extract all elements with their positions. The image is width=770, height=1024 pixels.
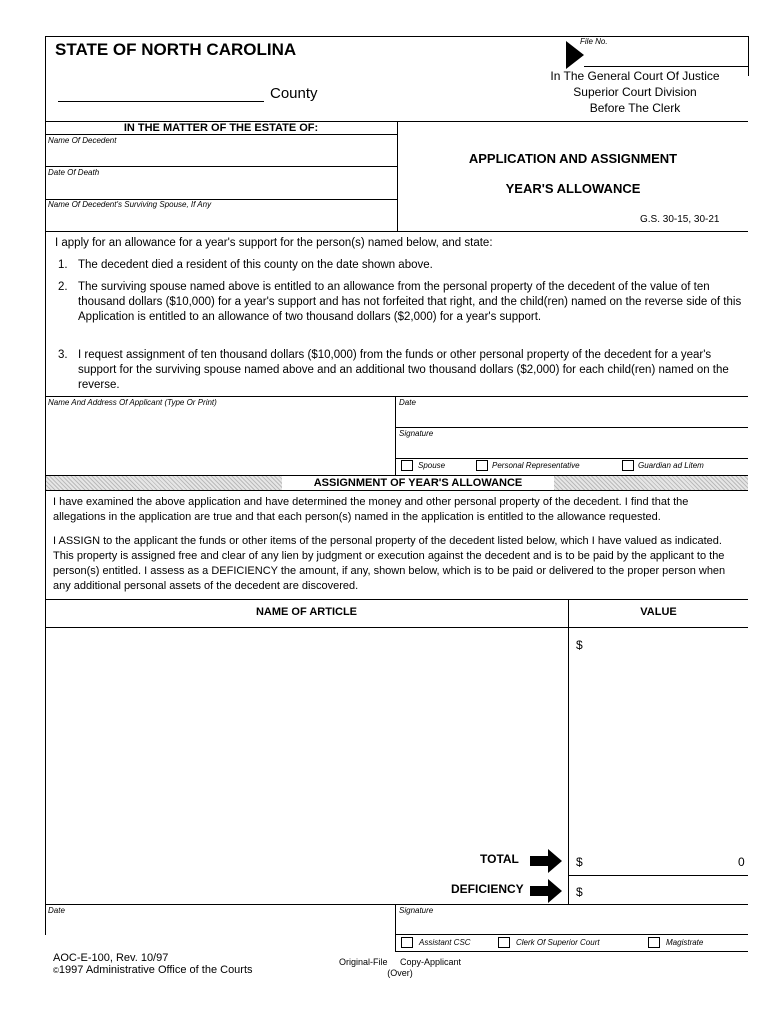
item-3-text: I request assignment of ten thousand dollars ($10,000) from the funds or other personal property of the decedent for a year's support for the surviving spouse named above and an additional two thousand dollars ($2,000) for each child(ren) named on the reverse.	[78, 349, 729, 391]
file-no-field-line	[584, 66, 748, 67]
state-title: STATE OF NORTH CAROLINA	[55, 40, 297, 59]
statute-reference: G.S. 30-15, 30-21	[640, 214, 720, 225]
county-field-line	[58, 101, 264, 102]
magistrate-checkbox[interactable]	[648, 937, 660, 948]
item-3-number: 3.	[58, 349, 68, 361]
total-currency-symbol: $	[576, 855, 583, 869]
court-line-1: In The General Court Of Justice	[550, 69, 720, 83]
heading-shade-right	[554, 476, 748, 490]
copyright-text: 1997 Administrative Office of the Courts	[58, 964, 253, 976]
court-line-2: Superior Court Division	[573, 85, 697, 99]
spouse-checkbox-label: Spouse	[418, 461, 446, 470]
copy-distribution: Original-File Copy-Applicant	[338, 957, 462, 967]
application-date-label: Date	[399, 398, 416, 407]
item-1-number: 1.	[58, 259, 68, 271]
clerk-of-superior-court-checkbox[interactable]	[498, 937, 510, 948]
application-intro: I apply for an allowance for a year's support for the person(s) named below, and state:	[55, 237, 493, 249]
court-info	[520, 68, 750, 116]
date-of-death-label: Date Of Death	[48, 168, 100, 177]
assignment-heading: ASSIGNMENT OF YEAR'S ALLOWANCE	[313, 477, 523, 489]
assistant-csc-checkbox-label: Assistant CSC	[419, 938, 471, 947]
application-signature-label: Signature	[399, 429, 434, 438]
assignment-date-label: Date	[48, 906, 65, 915]
file-no-label: File No.	[580, 37, 608, 46]
spouse-checkbox[interactable]	[401, 460, 413, 471]
assignment-findings-text: I have examined the above application and have determined the money and other personal property of the decedent. I find that the allegations in the application are true and that each person(s) named in the application is entitled to the allowance requested.	[53, 496, 689, 523]
item-2-text: The surviving spouse named above is entitled to an allowance from the personal property of the decedent of the value of ten thousand dollars ($10,000) for a year's support and has not forfeited that right, and the child(ren) named on the reverse side of this Application is entitled to an allowance of two thousand dollars ($2,000) for a year's support.	[78, 281, 742, 323]
item-2-number: 2.	[58, 281, 68, 293]
assistant-csc-checkbox[interactable]	[401, 937, 413, 948]
guardian-ad-litem-checkbox[interactable]	[622, 460, 634, 471]
personal-representative-checkbox[interactable]	[476, 460, 488, 471]
deficiency-arrow-icon	[530, 879, 562, 903]
applicant-name-address-label: Name And Address Of Applicant (Type Or Print)	[48, 398, 217, 407]
form-title: APPLICATION AND ASSIGNMENT	[468, 151, 678, 166]
heading-shade-left	[46, 476, 282, 490]
clerk-of-superior-court-checkbox-label: Clerk Of Superior Court	[516, 938, 600, 947]
total-value: 0	[738, 855, 745, 869]
personal-representative-checkbox-label: Personal Representative	[492, 461, 580, 470]
magistrate-checkbox-label: Magistrate	[666, 938, 704, 947]
value-currency-symbol: $	[576, 638, 583, 652]
article-column-header: NAME OF ARTICLE	[255, 606, 358, 618]
estate-heading: IN THE MATTER OF THE ESTATE OF:	[123, 122, 319, 134]
total-label: TOTAL	[480, 852, 519, 866]
total-arrow-icon	[530, 849, 562, 873]
guardian-ad-litem-checkbox-label: Guardian ad Litem	[638, 461, 704, 470]
assignment-order-text: I ASSIGN to the applicant the funds or other items of the personal property of the decedent listed below, which I have valued as indicated. This property is assigned free and clear of any lien by judgment or execution against the decedent and is to be paid by the applicant to the person(s) entitled. I assess as a DEFICIENCY the amount, if any, shown below, which is to be paid or delivered to the proper person when any additional personal assets of the decedent are discovered.	[53, 535, 726, 592]
form-subtitle: YEAR'S ALLOWANCE	[505, 181, 641, 196]
over-note: (Over)	[387, 968, 413, 978]
deficiency-currency-symbol: $	[576, 885, 583, 899]
decedent-name-label: Name Of Decedent	[48, 136, 117, 145]
value-column-header: VALUE	[640, 606, 677, 618]
copyright-symbol: ©	[53, 966, 59, 975]
form-id: AOC-E-100, Rev. 10/97	[53, 952, 169, 964]
article-list-area[interactable]	[46, 628, 567, 846]
deficiency-label: DEFICIENCY	[451, 882, 524, 896]
copyright-line	[53, 964, 253, 976]
assignment-signature-label: Signature	[399, 906, 434, 915]
item-1-text: The decedent died a resident of this county on the date shown above.	[78, 259, 433, 271]
court-line-3: Before The Clerk	[589, 101, 681, 115]
spouse-name-label: Name Of Decedent's Surviving Spouse, If Any	[48, 200, 212, 209]
county-label: County	[270, 85, 318, 102]
